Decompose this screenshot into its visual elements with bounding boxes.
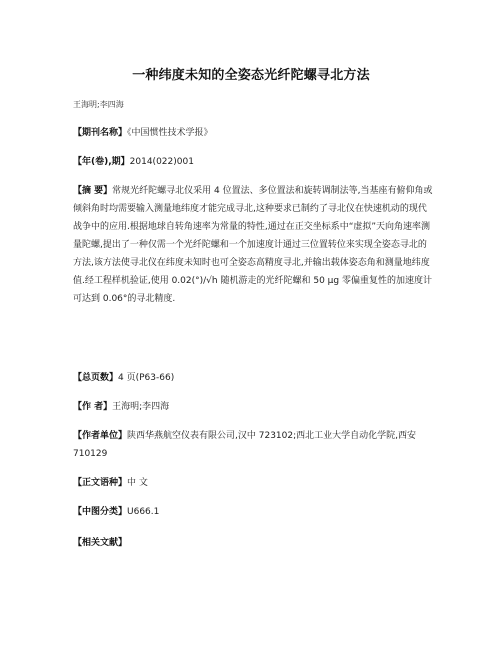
pages-field — [73, 369, 433, 387]
journal-value: 《中国惯性技术学报》 — [127, 128, 213, 138]
language-label: 【正文语种】 — [73, 478, 128, 488]
author-value: 王海明;李四海 — [112, 402, 170, 412]
abstract-label: 【摘 要】 — [73, 186, 113, 196]
journal-label: 【期刊名称】 — [73, 128, 128, 138]
classification-value: U666.1 — [127, 507, 160, 517]
document-title: 一种纬度未知的全姿态光纤陀螺寻北方法 — [132, 68, 370, 83]
pages-value: 4 页(P63-66) — [118, 373, 175, 383]
author-unit-value: 陕西华燕航空仪表有限公司,汉中 723102;西北工业大学自动化学院,西安 710129 — [73, 431, 416, 459]
year-field — [73, 153, 433, 171]
year-label: 【年(卷),期】 — [73, 157, 130, 167]
language-value: 中 文 — [127, 478, 148, 488]
author-label: 【作 者】 — [73, 402, 113, 412]
language-field — [73, 474, 433, 492]
author-field — [73, 398, 433, 416]
pages-label: 【总页数】 — [73, 373, 119, 383]
year-value: 2014(022)001 — [129, 157, 194, 167]
author-unit-label: 【作者单位】 — [73, 431, 128, 441]
related-literature-label: 【相关文献】 — [73, 538, 128, 548]
journal-field — [73, 124, 433, 142]
abstract-field — [73, 182, 433, 308]
authors-line: 王海明;李四海 — [73, 100, 124, 109]
classification-label: 【中图分类】 — [73, 507, 128, 517]
author-unit-field — [73, 427, 433, 463]
classification-field — [73, 503, 433, 521]
abstract-text: 常规光纤陀螺寻北仪采用 4 位置法、多位置法和旋转调制法等,当基座有俯仰角或倾斜角时均需要输入测量地纬度才能完成寻北,这种要求已制约了寻北仪在快速机动的现代战争中的应用.根据地球自转角速率为常量的特性,通过在正交坐标系中“虚拟”天向角速率测量陀螺,提出了一种仅需一个光纤陀螺和一个加速度计通过三位置转位来实现全姿态寻北的方法,该方法使寻北仪在纬度未知时也可全姿态高精度寻北,并输出载体姿态角和测量地纬度值.经工程样机验证,使用 0.02(°)/√h 随机游走的光纤陀螺和 50 μg 零偏重复性的加速度计可达到 0.06°的寻北精度. — [73, 186, 433, 304]
related-literature-field — [73, 534, 433, 552]
